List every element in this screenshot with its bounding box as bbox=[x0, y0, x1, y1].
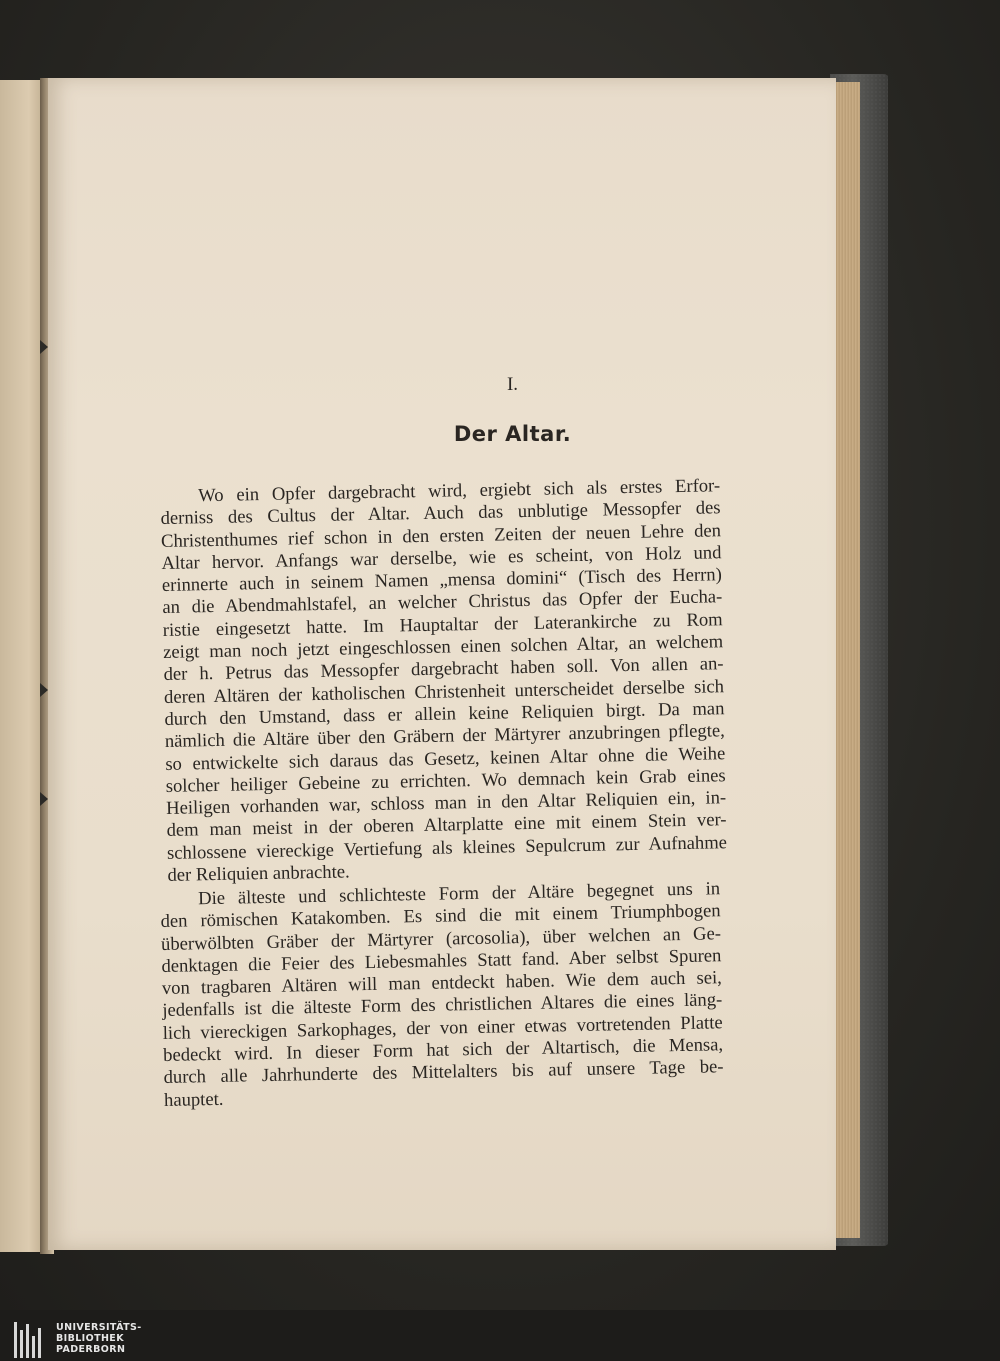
text-line: an die Abendmahlstafel, an welcher Christus das Opfer der Eucha- bbox=[162, 586, 723, 619]
logo-line: PADERBORN bbox=[56, 1344, 126, 1355]
text-line: der Reliquien anbrachte. bbox=[167, 861, 350, 886]
book-page bbox=[48, 78, 836, 1250]
text-line: überwölbten Gräber der Märtyrer (arcosolia), über welchen an Ge- bbox=[160, 923, 722, 955]
text-line: Christenthumes rief schon in den ersten Zeiten der neuen Lehre den bbox=[160, 519, 722, 552]
text-line: hauptet. bbox=[163, 1088, 224, 1111]
text-line: schlossene viereckige Vertiefung als kleines Sepulcrum zur Aufnahme bbox=[166, 831, 728, 864]
chapter-number: I. bbox=[506, 374, 519, 395]
logo-line: UNIVERSITÄTS- bbox=[56, 1322, 142, 1333]
text-line: dem man meist in der oberen Altarplatte eine mit einem Stein ver- bbox=[166, 809, 727, 842]
text-line: durch den Umstand, dass er allein keine Reliquien birgt. Da man bbox=[164, 698, 725, 730]
chapter-title: Der Altar. bbox=[453, 422, 572, 446]
library-logo-icon bbox=[14, 1322, 46, 1358]
text-line: lich viereckigen Sarkophages, der von einer etwas vortretenden Platte bbox=[162, 1012, 723, 1045]
text-line: Altar hervor. Anfangs war derselbe, wie es scheint, von Holz und bbox=[161, 542, 722, 574]
text-line: solcher heiliger Gebeine zu errichten. Wo demnach kein Grab eines bbox=[165, 765, 726, 797]
text-line: den römischen Katakomben. Es sind die mit einem Triumphbogen bbox=[160, 900, 721, 933]
text-line: derniss des Cultus der Altar. Auch das unblutige Messopfer des bbox=[160, 497, 721, 530]
page-content bbox=[160, 374, 770, 1112]
page-stack-edge bbox=[834, 82, 860, 1238]
footer-bar bbox=[0, 1310, 1000, 1361]
logo-line: BIBLIOTHEK bbox=[56, 1333, 124, 1344]
paragraph bbox=[160, 474, 778, 887]
paragraph bbox=[160, 878, 774, 1113]
text-line: ristie eingesetzt hatte. Im Hauptaltar der Laterankirche zu Rom bbox=[162, 609, 723, 641]
text-line: zeigt man noch jetzt eingeschlossen einen solchen Altar, an welchem bbox=[162, 631, 724, 664]
text-line: denktagen die Feier des Liebesmahles Statt fand. Aber selbst Spuren bbox=[161, 945, 722, 978]
text-line: der h. Petrus das Messopfer dargebracht haben soll. Von allen an- bbox=[163, 653, 724, 686]
text-line: deren Altären der katholischen Christenheit unterscheidet derselbe sich bbox=[163, 675, 725, 708]
text-line: von tragbaren Altären will man entdeckt haben. Wie dem auch sei, bbox=[161, 967, 723, 1000]
text-line: jedenfalls ist die älteste Form des christlichen Altares die eines läng- bbox=[162, 990, 723, 1022]
text-line: erinnerte auch in seinem Namen „mensa domini“ (Tisch des Herrn) bbox=[161, 564, 723, 597]
library-logo-text bbox=[56, 1322, 142, 1355]
text-line: bedeckt wird. In dieser Form hat sich der Altartisch, die Mensa, bbox=[162, 1034, 724, 1067]
text-line: Wo ein Opfer dargebracht wird, ergiebt sich als erstes Erfor- bbox=[197, 475, 721, 507]
text-line: so entwickelte sich daraus das Gesetz, keinen Altar ohne die Weihe bbox=[165, 742, 726, 775]
text-line: durch alle Jahrhunderte des Mittelalters bis auf unsere Tage be- bbox=[163, 1056, 724, 1089]
body-text bbox=[160, 475, 770, 1112]
text-line: nämlich die Altäre über den Gräbern der Märtyrer anzubringen pflegte, bbox=[164, 720, 726, 753]
text-line: Heiligen vorhanden war, schloss man in den Altar Reliquien ein, in- bbox=[165, 787, 727, 820]
text-line: Die älteste und schlichteste Form der Altäre begegnet uns in bbox=[197, 878, 721, 910]
